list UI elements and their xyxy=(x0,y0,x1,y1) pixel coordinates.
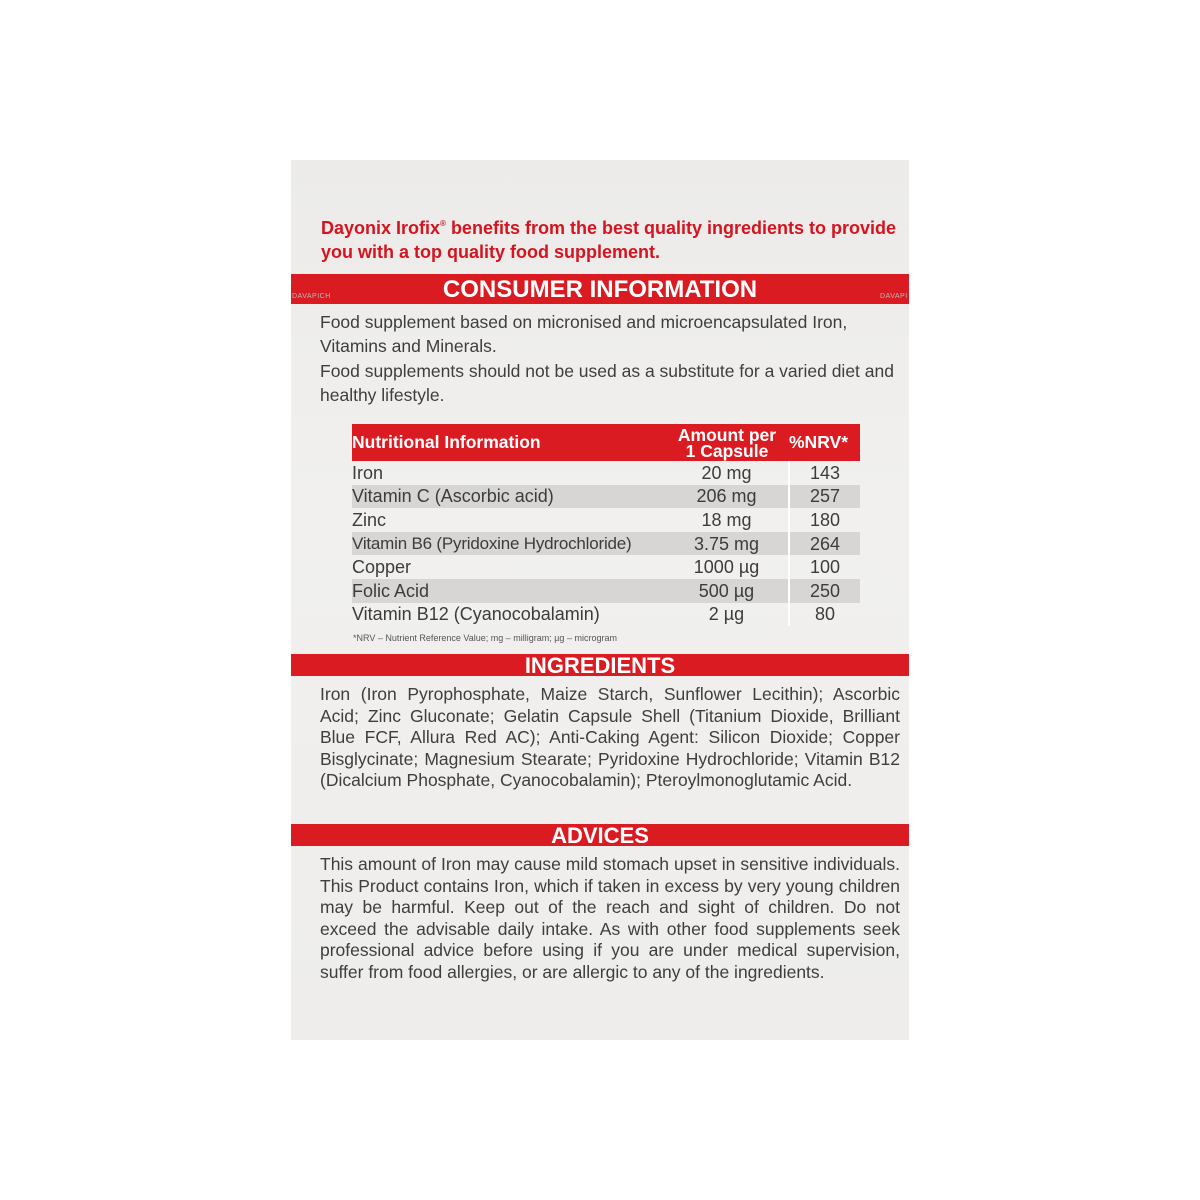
nutrition-table xyxy=(352,424,860,626)
nutrient-amount: 20 mg xyxy=(665,461,789,485)
nutrient-name: Vitamin C (Ascorbic acid) xyxy=(352,485,665,509)
nutrient-amount: 2 µg xyxy=(665,603,789,627)
nutrient-nrv: 143 xyxy=(809,462,841,483)
ingredients-heading: INGREDIENTS xyxy=(291,654,909,676)
advices-heading: ADVICES xyxy=(291,824,909,846)
nutrient-name: Iron xyxy=(352,462,384,483)
nutrient-amount: 3.75 mg xyxy=(665,532,789,556)
table-row xyxy=(352,508,860,532)
consumer-info-paragraph: Food supplements should not be used as a substitute for a varied diet and healthy lifestyle. xyxy=(320,361,894,405)
nutrient-name: Copper xyxy=(352,557,412,578)
nutrient-amount: 1000 µg xyxy=(665,555,789,579)
ingredients-text: Iron (Iron Pyrophosphate, Maize Starch, Sunflower Lecithin); Ascorbic Acid; Zinc Gluconate; Gelatin Capsule Shell (Titanium Dioxide, Brilliant Blue FCF, Allura Red AC); Anti-Caking Agent: Silicon Dioxide; Copper Bisglycinate; Magnesium Stearate; Pyridoxine Hydrochloride; Vitamin B12 (Dicalcium Phosphate, Cyanocobalamin); Pteroylmonoglutamic Acid. xyxy=(320,684,900,791)
nutrient-name: Vitamin B12 (Cyanocobalamin) xyxy=(352,604,600,625)
consumer-info-paragraph: Food supplement based on micronised and microencapsulated Iron, Vitamins and Minerals. xyxy=(320,312,848,356)
nutrient-nrv: 100 xyxy=(809,557,841,578)
advices-text: This amount of Iron may cause mild stomach upset in sensitive individuals. This Product contains Iron, which if taken in excess by very young children may be harmful. Keep out of the reach and sight of children. Do not exceed the advisable daily intake. As with other food supplements seek professional advice before using if you are under medical supervision, suffer from food allergies, or are allergic to any of the ingredients. xyxy=(320,854,900,982)
nutrient-nrv: 80 xyxy=(814,604,836,625)
nrv-footnote: *NRV – Nutrient Reference Value; mg – milligram; µg – microgram xyxy=(353,633,617,643)
table-row xyxy=(352,461,860,485)
tagline-text: benefits from the best quality ingredients to provide you with a top quality food supplement. xyxy=(321,218,896,262)
header-nrv: %NRV* xyxy=(789,424,860,461)
header-amount-line1: Amount per xyxy=(677,424,777,445)
nutrient-amount: 206 mg xyxy=(665,485,789,509)
nutrient-amount: 18 mg xyxy=(665,508,789,532)
table-row xyxy=(352,485,860,509)
nutrient-nrv: 250 xyxy=(789,579,860,603)
brand-tagline xyxy=(321,212,901,264)
nutrient-name: Vitamin B6 (Pyridoxine Hydrochloride) xyxy=(352,532,665,556)
header-amount-per-capsule xyxy=(665,424,789,461)
table-row xyxy=(352,555,860,579)
header-nutritional-information: Nutritional Information xyxy=(352,424,665,461)
nutrient-amount: 500 µg xyxy=(665,579,789,603)
header-amount-line2: 1 Capsule xyxy=(685,440,769,461)
nutrition-table-header xyxy=(352,424,860,461)
watermark-left: DAVAPICH xyxy=(292,293,331,300)
table-row xyxy=(352,532,860,556)
watermark-right: DAVAPI xyxy=(880,293,908,300)
table-row xyxy=(352,603,860,627)
package-back-panel xyxy=(291,160,909,1040)
nutrient-nrv: 264 xyxy=(789,532,860,556)
nutrient-nrv: 180 xyxy=(809,509,841,530)
registered-mark: ® xyxy=(440,219,446,228)
nutrient-name: Zinc xyxy=(352,509,387,530)
nutrient-nrv: 257 xyxy=(789,485,860,509)
brand-name: Dayonix Irofix xyxy=(321,218,441,238)
nutrient-name: Folic Acid xyxy=(352,579,665,603)
consumer-information-heading: CONSUMER INFORMATION xyxy=(291,274,909,304)
table-row xyxy=(352,579,860,603)
